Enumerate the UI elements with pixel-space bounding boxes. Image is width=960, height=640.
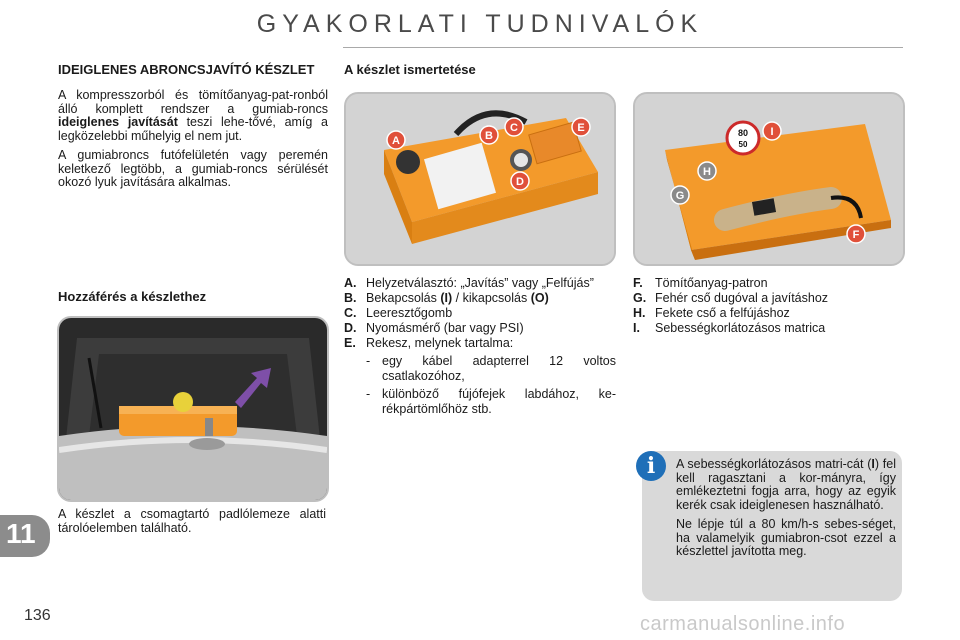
- list-item-d: D. Nyomásmérő (bar vagy PSI): [344, 321, 524, 335]
- intro-paragraph: [58, 89, 328, 143]
- kit-back-illustration: [635, 94, 903, 264]
- component-list-left: [344, 276, 616, 417]
- list-item-f: F. Tömítőanyag-patron: [633, 276, 768, 290]
- list-item-i: I. Sebességkorlátozásos matrica: [633, 321, 826, 335]
- section-title-repair-kit: IDEIGLENES ABRONCSJAVÍTÓ KÉSZLET: [58, 62, 315, 77]
- callout-d: [511, 172, 529, 190]
- callout-g-label: G: [675, 190, 685, 202]
- left-column: [58, 63, 328, 190]
- callout-c: [505, 118, 523, 136]
- component-list-right: [633, 276, 903, 336]
- info-text: [676, 458, 896, 559]
- info-paragraph-2: Ne lépje túl a 80 km/h-s sebes-séget, ha valamelyik gumiabron-csot ezzel a készlettel javította meg.: [676, 517, 896, 558]
- list-item-g: G. Fehér cső dugóval a javításhoz: [633, 291, 829, 305]
- callout-f-label: F: [852, 229, 860, 241]
- kit-back-photo: [633, 92, 905, 266]
- callout-a: [387, 131, 405, 149]
- intro-text-1: A kompresszorból és tömítőanyag-pat-ronból álló komplett rendszer a gumiab-roncs: [58, 88, 328, 116]
- callout-g: [671, 186, 689, 204]
- callout-a-label: A: [392, 135, 400, 147]
- callout-f: [847, 225, 865, 243]
- kit-front-illustration: [346, 94, 614, 264]
- speed-sticker-top: 80: [737, 128, 749, 138]
- intro-text-bold: ideiglenes javítását: [58, 115, 178, 129]
- info-icon: i: [636, 451, 666, 481]
- list-item-a: A. Helyzetválasztó: „Javítás” vagy „Felfújás”: [344, 276, 594, 290]
- page-header-title: GYAKORLATI TUDNIVALÓK: [256, 10, 704, 38]
- callout-e-label: E: [577, 122, 585, 134]
- kit-front-photo: [344, 92, 616, 266]
- section-title-access: Hozzáférés a készlethez: [58, 289, 207, 304]
- callout-i: [763, 122, 781, 140]
- speed-sticker: [727, 122, 759, 154]
- trunk-photo: [57, 316, 329, 502]
- speed-sticker-bottom: 50: [738, 140, 748, 149]
- intro-text-2: teszi lehe-tővé, amíg a legközelebbi műhelyig el nem jut.: [58, 115, 329, 143]
- section-title-description: A készlet ismertetése: [344, 62, 476, 77]
- callout-b-label: B: [485, 130, 493, 142]
- sub-item-cable: - egy kábel adapterrel 12 voltos csatlakozóhoz,: [366, 354, 616, 383]
- callout-c-label: C: [510, 122, 518, 134]
- chapter-number: 11: [6, 518, 36, 549]
- list-item-b: B. Bekapcsolás (I) / kikapcsolás (O): [344, 291, 549, 305]
- list-item-e: E. Rekesz, melynek tartalma:: [344, 336, 514, 350]
- callout-i-label: I: [770, 126, 774, 138]
- list-item-h: H. Fekete cső a felfújáshoz: [633, 306, 790, 320]
- trunk-illustration: [59, 318, 327, 500]
- callout-d-label: D: [516, 176, 524, 188]
- page-number: 136: [24, 607, 51, 624]
- sub-item-nozzles: - különböző fújófejek labdához, ke-rékpártömlőhöz stb.: [366, 387, 616, 416]
- watermark: carmanualsonline.info: [640, 613, 846, 635]
- usage-paragraph: A gumiabroncs futófelületén vagy peremén keletkező legtöbb, a gumiab-roncs sérülését okozó lyuk javítására alkalmas.: [58, 148, 328, 189]
- list-item-c: C. Leeresztőgomb: [344, 306, 453, 320]
- callout-h-label: H: [703, 166, 711, 178]
- callout-h: [698, 162, 716, 180]
- callout-e: [572, 118, 590, 136]
- header-divider: [343, 47, 903, 48]
- trunk-caption: A készlet a csomagtartó padlólemeze alatti tárolóelemben található.: [58, 507, 326, 535]
- callout-b: [480, 126, 498, 144]
- info-paragraph-1: A sebességkorlátozásos matri-cát (I) fel kell ragasztani a kor-mányra, így emlékeztetni fogja arra, hogy az egyik kerék csak ideiglenesen használható.: [676, 457, 896, 512]
